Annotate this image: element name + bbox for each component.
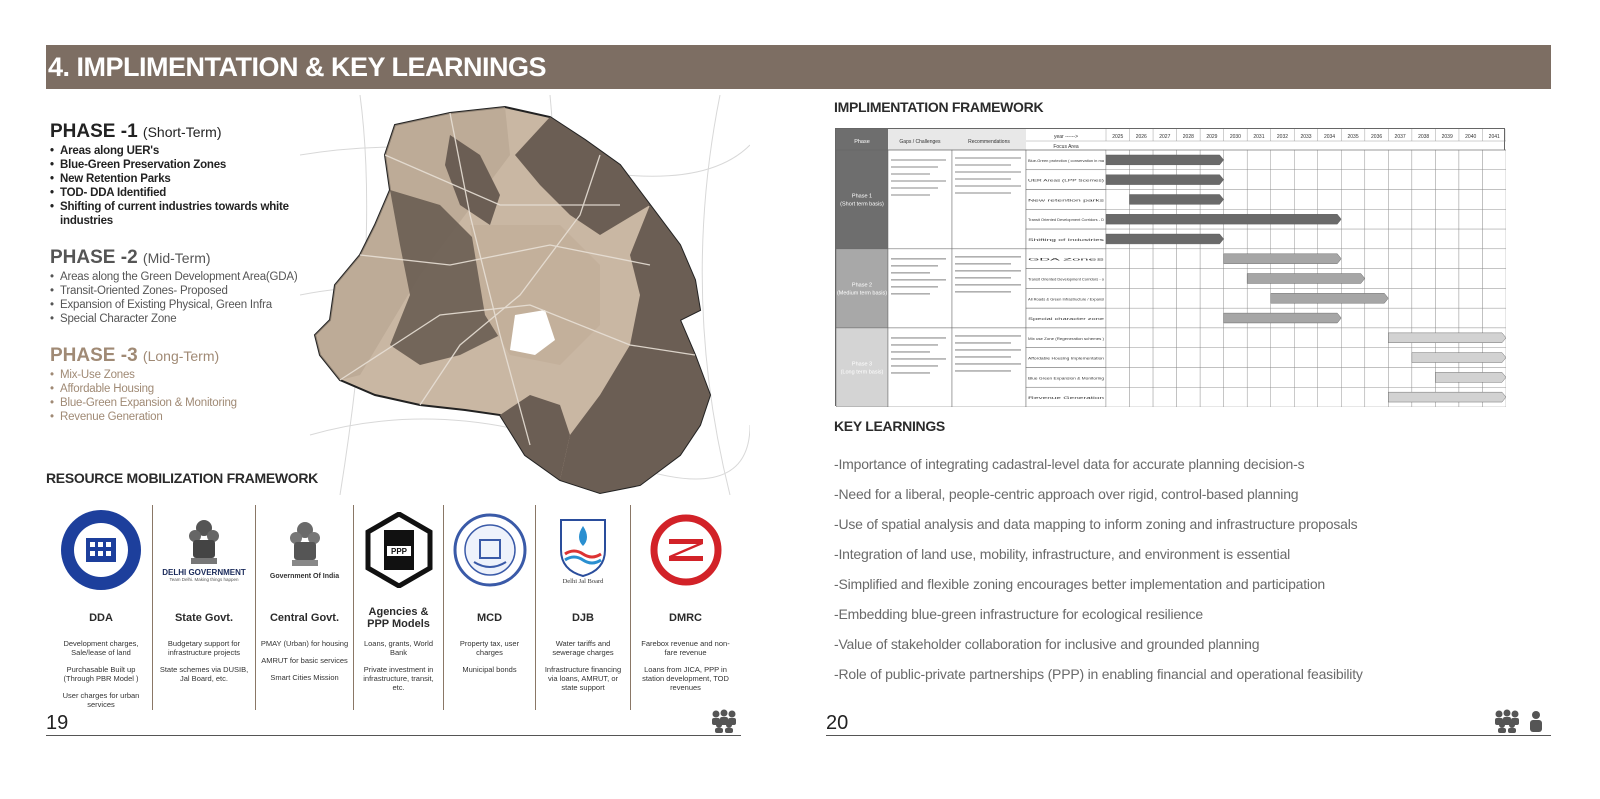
year-cell (1247, 367, 1271, 387)
resource-mobilization-title: RESOURCE MOBILIZATION FRAMEWORK (46, 470, 318, 486)
year-cell (1412, 209, 1436, 229)
year-cell (1459, 229, 1483, 249)
year-cell (1412, 170, 1436, 190)
phase-1-heading: PHASE -1 (Short-Term) (50, 121, 222, 142)
list-item: -Embedding blue-green infrastructure for ecological resilience (834, 606, 1203, 622)
year-cell (1177, 288, 1201, 308)
year-cell (1318, 348, 1342, 368)
gantt-bar (1106, 234, 1224, 244)
svg-text:PPP: PPP (390, 547, 407, 556)
focus-header-label: Focus Area (1053, 144, 1079, 150)
year-cell (1341, 209, 1365, 229)
agency-desc: Farebox revenue and non-fare revenue Loans from JICA, PPP in station development, TOD revenues (641, 639, 730, 692)
phase-2 (50, 246, 310, 326)
focus-label: Special character zone (1028, 317, 1104, 322)
year-cell (1435, 288, 1459, 308)
agency-desc: Water tariffs and sewerage charges Infrastructure financing via loans, AMRUT, or state support (544, 639, 622, 692)
year-cell (1247, 170, 1271, 190)
year-cell (1153, 387, 1177, 407)
focus-label: New retention parks (1028, 198, 1105, 203)
year-cell (1459, 170, 1483, 190)
year-cell (1388, 367, 1412, 387)
focus-label: UER Areas (LPP Scemes) (1028, 178, 1104, 183)
year-cell (1247, 288, 1271, 308)
year-label: 2028 (1182, 134, 1194, 140)
year-cell (1318, 190, 1342, 210)
gantt-bar (1388, 392, 1506, 402)
year-cell (1130, 269, 1154, 289)
people-group-icon (1491, 709, 1523, 738)
phases-list (50, 120, 310, 442)
focus-label: Shifting of Industries (1028, 237, 1105, 242)
year-label: 2038 (1418, 134, 1430, 140)
person-icon (1529, 710, 1543, 737)
year-label: 2025 (1112, 134, 1124, 140)
framework-title: IMPLIMENTATION FRAMEWORK (834, 99, 1044, 115)
year-cell (1224, 170, 1248, 190)
list-item: -Need for a liberal, people-centric approach over rigid, control-based planning (834, 486, 1299, 502)
delhi-jal-board-logo-icon: Delhi Jal Board (540, 505, 626, 595)
year-cell (1365, 249, 1389, 269)
year-cell (1318, 170, 1342, 190)
year-cell (1482, 308, 1506, 328)
year-cell (1271, 367, 1295, 387)
gantt-bar (1412, 353, 1506, 363)
year-cell (1412, 367, 1436, 387)
year-cell (1177, 348, 1201, 368)
year-label: 2035 (1347, 134, 1359, 140)
year-cell (1224, 229, 1248, 249)
agencies-row (50, 505, 740, 710)
key-learnings-list (834, 455, 1534, 695)
year-cell (1200, 348, 1224, 368)
year-cell (1482, 229, 1506, 249)
agency-djb (536, 505, 631, 710)
phase-header-label: Phase (854, 139, 870, 145)
year-cell (1365, 269, 1389, 289)
delhi-phasing-map (300, 95, 750, 495)
gantt-bar (1224, 313, 1342, 323)
list-item: • New Retention Parks (50, 172, 310, 186)
year-cell (1271, 387, 1295, 407)
year-cell (1106, 288, 1130, 308)
year-cell (1130, 249, 1154, 269)
page-number-left: 19 (46, 712, 69, 734)
year-cell (1130, 328, 1154, 348)
year-label: 2037 (1394, 134, 1406, 140)
list-item: • Revenue Generation (50, 410, 310, 424)
focus-label: GDA Zones (1028, 257, 1105, 262)
focus-label: Transit Oriented Development Corridors - D (1028, 218, 1105, 223)
agency-name: DDA (89, 612, 113, 624)
focus-label: Blue Green Expansion & Monitoring (1028, 376, 1104, 381)
emblem-of-india-icon: Government Of India (260, 505, 349, 595)
agency-desc: PMAY (Urban) for housing AMRUT for basic services Smart Cities Mission (260, 639, 349, 682)
year-label: 2027 (1159, 134, 1171, 140)
year-cell (1412, 308, 1436, 328)
phase-label: (Long term basis) (840, 369, 884, 376)
year-label: 2029 (1206, 134, 1218, 140)
agency-dda (50, 505, 153, 710)
agency-desc: Development charges, Sale/lease of land Purchasable Built up (Through PBR Model ) User charges for urban services (62, 639, 140, 709)
focus-label: Transit Oriented Development Corridors - o (1028, 277, 1104, 282)
list-item: • Special Character Zone (50, 312, 310, 326)
year-cell (1388, 269, 1412, 289)
year-label: 2032 (1276, 134, 1289, 140)
phase-label: Phase 1 (851, 193, 873, 200)
year-cell (1341, 190, 1365, 210)
year-cell (1412, 150, 1436, 170)
year-cell (1106, 328, 1130, 348)
year-header-label: year ------> (1053, 134, 1079, 140)
year-cell (1130, 387, 1154, 407)
year-cell (1365, 229, 1389, 249)
year-cell (1177, 308, 1201, 328)
year-cell (1482, 170, 1506, 190)
year-label: 2034 (1323, 134, 1336, 140)
year-cell (1459, 308, 1483, 328)
list-item: • Affordable Housing (50, 382, 310, 396)
year-cell (1200, 308, 1224, 328)
year-cell (1271, 348, 1295, 368)
agency-name: Central Govt. (269, 612, 340, 624)
gaps-header-label: Gaps / Challenges (899, 139, 941, 145)
year-cell (1106, 348, 1130, 368)
year-cell (1177, 249, 1201, 269)
agency-state-govt (153, 505, 256, 710)
agency-name: DJB (571, 612, 594, 624)
year-cell (1294, 367, 1318, 387)
list-item: • Shifting of current industries towards white industries (50, 200, 310, 228)
implementation-gantt-table (835, 128, 1505, 406)
agency-desc: Loans, grants, World Bank Private investment in infrastructure, transit, etc. (363, 639, 434, 692)
agency-name: MCD (476, 612, 503, 624)
year-cell (1294, 328, 1318, 348)
mcd-logo-icon (448, 505, 531, 595)
year-cell (1177, 367, 1201, 387)
year-cell (1247, 229, 1271, 249)
year-cell (1388, 190, 1412, 210)
year-cell (1106, 367, 1130, 387)
year-cell (1459, 150, 1483, 170)
people-group-icon (708, 709, 740, 738)
year-cell (1365, 328, 1389, 348)
list-item: -Value of stakeholder collaboration for inclusive and grounded planning (834, 636, 1260, 652)
year-label: 2031 (1253, 134, 1265, 140)
year-cell (1130, 288, 1154, 308)
year-cell (1106, 269, 1130, 289)
year-cell (1388, 170, 1412, 190)
ppp-document-icon (358, 505, 439, 595)
year-cell (1294, 229, 1318, 249)
year-cell (1412, 249, 1436, 269)
year-cell (1435, 150, 1459, 170)
year-cell (1341, 308, 1365, 328)
list-item: -Integration of land use, mobility, infrastructure, and environment is essential (834, 546, 1291, 562)
year-cell (1412, 229, 1436, 249)
list-item: • Expansion of Existing Physical, Green Infra (50, 298, 310, 312)
phase-3 (50, 344, 310, 424)
agency-desc: Property tax, user charges Municipal bonds (459, 639, 520, 674)
list-item: • TOD- DDA Identified (50, 186, 310, 200)
year-cell (1459, 190, 1483, 210)
year-label: 2040 (1465, 134, 1477, 140)
year-cell (1435, 190, 1459, 210)
year-cell (1200, 288, 1224, 308)
list-item: • Areas along UER's (50, 144, 310, 158)
year-cell (1435, 209, 1459, 229)
year-cell (1482, 190, 1506, 210)
list-item: • Mix-Use Zones (50, 368, 310, 382)
agency-name: State Govt. (174, 612, 234, 624)
list-item: • Blue-Green Expansion & Monitoring (50, 396, 310, 410)
year-cell (1435, 170, 1459, 190)
year-cell (1271, 229, 1295, 249)
focus-label: Mix use Zone (Regeneration schemes ) (1028, 336, 1104, 341)
year-cell (1412, 269, 1436, 289)
delhi-government-logo-icon: DELHI GOVERNMENT Team Delhi. Making things happen (157, 505, 251, 595)
year-label: 2036 (1371, 134, 1383, 140)
year-cell (1341, 229, 1365, 249)
list-item: • Areas along the Green Development Area(GDA) (50, 270, 310, 284)
year-cell (1106, 308, 1130, 328)
gantt-bar (1106, 214, 1341, 224)
year-cell (1130, 308, 1154, 328)
year-cell (1247, 150, 1271, 170)
year-cell (1365, 387, 1389, 407)
year-cell (1153, 249, 1177, 269)
list-item: • Blue-Green Preservation Zones (50, 158, 310, 172)
gantt-bar (1271, 293, 1389, 303)
year-cell (1247, 348, 1271, 368)
list-item: -Simplified and flexible zoning encourages better implementation and participation (834, 576, 1326, 592)
year-cell (1318, 367, 1342, 387)
phase-label: Phase 3 (851, 361, 873, 368)
gaps-cell (888, 328, 952, 407)
phase-label: (Medium term basis) (836, 290, 888, 297)
agency-dmrc (631, 505, 740, 710)
gantt-bar (1435, 372, 1506, 382)
year-cell (1294, 170, 1318, 190)
year-cell (1153, 348, 1177, 368)
year-cell (1341, 367, 1365, 387)
year-cell (1412, 190, 1436, 210)
year-cell (1247, 328, 1271, 348)
year-cell (1130, 348, 1154, 368)
header-bar (46, 45, 1551, 89)
year-cell (1388, 308, 1412, 328)
year-cell (1435, 308, 1459, 328)
year-cell (1388, 209, 1412, 229)
focus-label: All Roads & Green Infrastructure / Expansi (1028, 297, 1105, 302)
year-cell (1388, 348, 1412, 368)
year-cell (1341, 387, 1365, 407)
year-cell (1224, 150, 1248, 170)
year-cell (1365, 348, 1389, 368)
year-cell (1482, 209, 1506, 229)
year-label: 2030 (1229, 134, 1241, 140)
phase-1 (50, 120, 310, 228)
year-cell (1341, 249, 1365, 269)
year-cell (1271, 328, 1295, 348)
year-cell (1247, 387, 1271, 407)
year-cell (1271, 170, 1295, 190)
year-cell (1247, 190, 1271, 210)
year-cell (1482, 288, 1506, 308)
gantt-bar (1106, 175, 1224, 185)
year-cell (1200, 328, 1224, 348)
year-cell (1106, 387, 1130, 407)
year-cell (1459, 269, 1483, 289)
year-cell (1482, 249, 1506, 269)
year-cell (1224, 269, 1248, 289)
year-cell (1365, 170, 1389, 190)
year-cell (1341, 348, 1365, 368)
focus-label: Blue-Green protection ( conservation in ma (1028, 158, 1105, 163)
year-cell (1365, 367, 1389, 387)
year-cell (1294, 150, 1318, 170)
year-cell (1318, 229, 1342, 249)
phase-2-heading: PHASE -2 (Mid-Term) (50, 247, 211, 268)
year-cell (1200, 249, 1224, 269)
page-title: 4. IMPLIMENTATION & KEY LEARNINGS (48, 52, 547, 82)
page-number-right: 20 (826, 712, 849, 734)
agency-name: Agencies & PPP Models (367, 606, 430, 630)
list-item: • Transit-Oriented Zones- Proposed (50, 284, 310, 298)
footer-divider-right (826, 735, 1551, 736)
year-cell (1224, 190, 1248, 210)
year-cell (1388, 229, 1412, 249)
year-cell (1224, 367, 1248, 387)
year-cell (1177, 328, 1201, 348)
year-cell (1153, 269, 1177, 289)
year-cell (1482, 150, 1506, 170)
agency-desc: Budgetary support for infrastructure projects State schemes via DUSIB, Jal Board, etc. (159, 639, 249, 683)
year-cell (1224, 288, 1248, 308)
agency-mcd (444, 505, 536, 710)
key-learnings-title: KEY LEARNINGS (834, 418, 945, 434)
year-label: 2026 (1135, 134, 1147, 140)
year-cell (1341, 150, 1365, 170)
year-cell (1365, 150, 1389, 170)
year-cell (1177, 387, 1201, 407)
recs-header-label: Recommendations (968, 139, 1010, 145)
year-cell (1412, 288, 1436, 308)
agency-ppp (354, 505, 444, 710)
phase-label: Phase 2 (851, 282, 873, 289)
year-cell (1294, 190, 1318, 210)
year-cell (1341, 170, 1365, 190)
year-cell (1341, 328, 1365, 348)
phase-label: (Short term basis) (840, 201, 884, 208)
year-cell (1318, 150, 1342, 170)
year-label: 2039 (1441, 134, 1453, 140)
year-label: 2041 (1488, 134, 1500, 140)
year-cell (1388, 249, 1412, 269)
year-cell (1224, 348, 1248, 368)
year-cell (1435, 249, 1459, 269)
gantt-bar (1224, 254, 1342, 264)
year-cell (1365, 308, 1389, 328)
year-cell (1200, 367, 1224, 387)
phase-3-heading: PHASE -3 (Long-Term) (50, 345, 220, 366)
year-cell (1224, 328, 1248, 348)
list-item: -Use of spatial analysis and data mapping to inform zoning and infrastructure proposals (834, 516, 1358, 532)
year-cell (1482, 269, 1506, 289)
year-cell (1318, 387, 1342, 407)
year-cell (1106, 190, 1130, 210)
year-label: 2033 (1300, 134, 1312, 140)
agency-name: DMRC (669, 612, 702, 624)
footer-divider-left (46, 735, 741, 736)
year-cell (1271, 150, 1295, 170)
dmrc-logo-icon (635, 505, 736, 595)
recs-cell (952, 328, 1026, 407)
year-cell (1459, 288, 1483, 308)
year-cell (1459, 209, 1483, 229)
gantt-bar (1247, 274, 1365, 284)
year-cell (1365, 209, 1389, 229)
gantt-bar (1130, 194, 1224, 204)
year-cell (1294, 387, 1318, 407)
dda-logo-icon (54, 505, 148, 595)
year-cell (1459, 249, 1483, 269)
agency-central-govt (256, 505, 354, 710)
year-cell (1388, 288, 1412, 308)
year-cell (1388, 150, 1412, 170)
year-cell (1318, 328, 1342, 348)
focus-label: Affordable Housing Implementation (1028, 356, 1104, 361)
year-cell (1153, 288, 1177, 308)
year-cell (1435, 269, 1459, 289)
year-cell (1435, 229, 1459, 249)
year-cell (1294, 348, 1318, 368)
list-item: -Importance of integrating cadastral-level data for accurate planning decision-s (834, 456, 1305, 472)
gaps-cell (888, 249, 952, 328)
year-cell (1153, 308, 1177, 328)
year-cell (1224, 387, 1248, 407)
year-cell (1106, 249, 1130, 269)
year-cell (1153, 367, 1177, 387)
year-cell (1153, 328, 1177, 348)
gantt-bar (1388, 333, 1506, 343)
gantt-bar (1106, 155, 1224, 165)
recs-cell (952, 249, 1026, 328)
year-cell (1271, 190, 1295, 210)
year-cell (1177, 269, 1201, 289)
year-cell (1200, 387, 1224, 407)
year-cell (1200, 269, 1224, 289)
year-cell (1365, 190, 1389, 210)
year-cell (1130, 367, 1154, 387)
focus-label: Revenue Generation (1028, 396, 1104, 401)
list-item: -Role of public-private partnerships (PPP) in enabling financial and operational feasibility (834, 666, 1363, 682)
gaps-cell (888, 150, 952, 249)
